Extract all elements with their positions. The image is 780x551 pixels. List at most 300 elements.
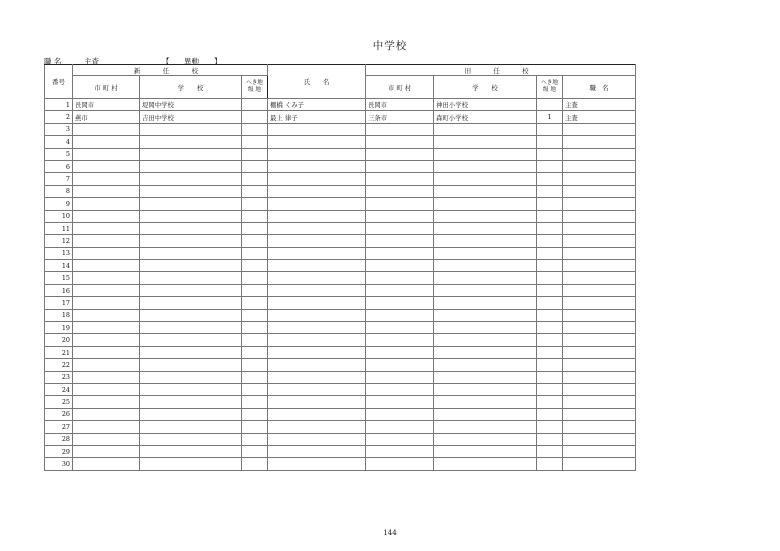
row-number: 15	[45, 272, 73, 284]
header-number: 番号	[45, 65, 73, 99]
table-row	[45, 433, 636, 445]
table-row	[45, 458, 636, 470]
old-remote-cell	[537, 210, 563, 222]
position-cell	[563, 421, 636, 433]
table-row	[45, 371, 636, 383]
old-city-cell	[366, 198, 434, 210]
row-number: 7	[45, 173, 73, 185]
old-remote-cell	[537, 346, 563, 358]
table-row	[45, 383, 636, 395]
old-remote-cell	[537, 272, 563, 284]
position-cell	[563, 160, 636, 172]
name-cell	[268, 260, 366, 272]
new-school-cell: 吉田中学校	[140, 111, 242, 123]
table-row	[45, 309, 636, 321]
table-row	[45, 272, 636, 284]
old-school-cell	[434, 160, 537, 172]
position-cell	[563, 408, 636, 420]
new-remote-cell	[242, 396, 268, 408]
name-cell	[268, 284, 366, 296]
new-school-cell	[140, 396, 242, 408]
old-city-cell	[366, 148, 434, 160]
old-school-cell	[434, 222, 537, 234]
name-cell	[268, 359, 366, 371]
new-city-cell	[73, 247, 140, 259]
row-number: 28	[45, 433, 73, 445]
old-city-cell	[366, 309, 434, 321]
table-row	[45, 408, 636, 420]
name-cell	[268, 383, 366, 395]
new-city-cell	[73, 148, 140, 160]
position-cell	[563, 123, 636, 135]
old-school-cell	[434, 247, 537, 259]
new-school-cell	[140, 272, 242, 284]
old-remote-cell	[537, 458, 563, 470]
old-city-cell	[366, 334, 434, 346]
new-city-cell: 長岡市	[73, 99, 140, 111]
name-cell	[268, 309, 366, 321]
position-cell: 主査	[563, 111, 636, 123]
old-city-cell	[366, 383, 434, 395]
table-row	[45, 247, 636, 259]
old-remote-cell	[537, 173, 563, 185]
old-city-cell	[366, 371, 434, 383]
new-school-cell	[140, 322, 242, 334]
old-city-cell	[366, 222, 434, 234]
old-school-cell	[434, 371, 537, 383]
row-number: 25	[45, 396, 73, 408]
old-school-cell	[434, 185, 537, 197]
name-cell	[268, 408, 366, 420]
new-city-cell	[73, 371, 140, 383]
new-school-cell	[140, 260, 242, 272]
new-city-cell	[73, 185, 140, 197]
old-remote-cell	[537, 123, 563, 135]
old-city-cell	[366, 322, 434, 334]
old-remote-cell	[537, 359, 563, 371]
position-cell	[563, 433, 636, 445]
new-city-cell	[73, 160, 140, 172]
row-number: 20	[45, 334, 73, 346]
old-school-cell	[434, 198, 537, 210]
old-school-cell	[434, 458, 537, 470]
new-school-cell	[140, 284, 242, 296]
old-school-cell	[434, 309, 537, 321]
old-remote-cell	[537, 247, 563, 259]
old-remote-cell	[537, 322, 563, 334]
name-cell	[268, 421, 366, 433]
name-cell	[268, 371, 366, 383]
position-cell	[563, 322, 636, 334]
old-remote-cell	[537, 148, 563, 160]
new-school-cell	[140, 408, 242, 420]
row-number: 10	[45, 210, 73, 222]
position-cell	[563, 334, 636, 346]
old-remote-cell	[537, 334, 563, 346]
row-number: 11	[45, 222, 73, 234]
name-cell	[268, 198, 366, 210]
table-row	[45, 260, 636, 272]
position-cell	[563, 371, 636, 383]
bracket-close: 】	[214, 57, 222, 66]
row-number: 27	[45, 421, 73, 433]
position-cell	[563, 235, 636, 247]
old-school-cell	[434, 322, 537, 334]
row-number: 22	[45, 359, 73, 371]
old-city-cell	[366, 359, 434, 371]
old-school-cell	[434, 136, 537, 148]
new-city-cell	[73, 198, 140, 210]
new-remote-cell	[242, 148, 268, 160]
position-cell	[563, 359, 636, 371]
new-city-cell	[73, 458, 140, 470]
name-cell	[268, 346, 366, 358]
old-city-cell	[366, 433, 434, 445]
old-school-cell	[434, 210, 537, 222]
new-city-cell	[73, 136, 140, 148]
old-school-cell	[434, 148, 537, 160]
old-city-cell	[366, 173, 434, 185]
table-row	[45, 359, 636, 371]
table-row	[45, 346, 636, 358]
position-cell	[563, 309, 636, 321]
new-remote-cell	[242, 284, 268, 296]
old-remote-cell	[537, 235, 563, 247]
header-old-school: 学 校	[434, 76, 537, 99]
new-remote-cell	[242, 445, 268, 457]
table-row	[45, 160, 636, 172]
old-city-cell	[366, 284, 434, 296]
old-remote-cell	[537, 371, 563, 383]
table-row	[45, 445, 636, 457]
new-school-cell	[140, 346, 242, 358]
name-cell	[268, 136, 366, 148]
new-city-cell	[73, 433, 140, 445]
old-remote-cell	[537, 309, 563, 321]
old-school-cell	[434, 173, 537, 185]
new-remote-cell	[242, 433, 268, 445]
old-city-cell	[366, 297, 434, 309]
new-remote-cell	[242, 210, 268, 222]
new-school-cell	[140, 160, 242, 172]
position-cell	[563, 346, 636, 358]
row-number: 18	[45, 309, 73, 321]
new-school-cell	[140, 123, 242, 135]
new-school-cell	[140, 421, 242, 433]
name-cell	[268, 235, 366, 247]
old-remote-cell	[537, 99, 563, 111]
new-remote-cell	[242, 408, 268, 420]
name-cell	[268, 322, 366, 334]
table-row	[45, 334, 636, 346]
old-remote-cell	[537, 396, 563, 408]
old-school-cell	[434, 359, 537, 371]
position-cell	[563, 247, 636, 259]
new-city-cell	[73, 396, 140, 408]
header-new-school-group: 新 任 校	[73, 65, 268, 76]
name-cell	[268, 123, 366, 135]
row-number: 30	[45, 458, 73, 470]
position-label: 職 名	[44, 57, 62, 66]
position-cell	[563, 198, 636, 210]
page-title: 中学校	[372, 40, 408, 52]
new-school-cell	[140, 222, 242, 234]
old-city-cell: 三条市	[366, 111, 434, 123]
new-city-cell	[73, 297, 140, 309]
new-school-cell	[140, 185, 242, 197]
new-remote-cell	[242, 383, 268, 395]
old-school-cell	[434, 297, 537, 309]
new-remote-cell	[242, 247, 268, 259]
name-cell	[268, 247, 366, 259]
new-remote-cell	[242, 359, 268, 371]
position-cell	[563, 297, 636, 309]
new-city-cell	[73, 346, 140, 358]
old-city-cell	[366, 408, 434, 420]
name-cell	[268, 396, 366, 408]
new-school-cell	[140, 297, 242, 309]
new-city-cell	[73, 210, 140, 222]
old-school-cell	[434, 272, 537, 284]
old-school-cell	[434, 421, 537, 433]
new-city-cell	[73, 359, 140, 371]
old-remote-cell	[537, 136, 563, 148]
new-remote-cell	[242, 160, 268, 172]
table-row	[45, 136, 636, 148]
old-city-cell	[366, 421, 434, 433]
position-cell: 主査	[563, 99, 636, 111]
old-school-cell	[434, 260, 537, 272]
name-cell	[268, 185, 366, 197]
header-new-city: 市 町 村	[73, 76, 140, 99]
new-city-cell	[73, 421, 140, 433]
old-city-cell	[366, 235, 434, 247]
name-cell	[268, 222, 366, 234]
old-city-cell: 長岡市	[366, 99, 434, 111]
new-city-cell	[73, 322, 140, 334]
row-number: 3	[45, 123, 73, 135]
old-remote-cell	[537, 222, 563, 234]
new-remote-cell	[242, 235, 268, 247]
new-school-cell: 堤岡中学校	[140, 99, 242, 111]
header-old-school-group: 旧 任 校	[366, 65, 636, 76]
new-school-cell	[140, 173, 242, 185]
new-school-cell	[140, 359, 242, 371]
row-number: 24	[45, 383, 73, 395]
new-remote-cell	[242, 123, 268, 135]
new-remote-cell	[242, 185, 268, 197]
new-school-cell	[140, 136, 242, 148]
name-cell: 最上 律子	[268, 111, 366, 123]
table-row	[45, 198, 636, 210]
row-number: 23	[45, 371, 73, 383]
row-number: 6	[45, 160, 73, 172]
new-city-cell	[73, 383, 140, 395]
new-city-cell	[73, 272, 140, 284]
old-school-cell	[434, 445, 537, 457]
row-number: 13	[45, 247, 73, 259]
new-school-cell	[140, 371, 242, 383]
table-row	[45, 111, 636, 123]
old-remote-cell	[537, 408, 563, 420]
position-cell	[563, 284, 636, 296]
old-remote-cell	[537, 284, 563, 296]
new-city-cell	[73, 408, 140, 420]
old-remote-cell	[537, 445, 563, 457]
row-number: 1	[45, 99, 73, 111]
row-number: 8	[45, 185, 73, 197]
old-remote-cell	[537, 433, 563, 445]
new-remote-cell	[242, 421, 268, 433]
bracket-open: 【	[162, 57, 170, 66]
new-remote-cell	[242, 334, 268, 346]
header-name: 氏 名	[268, 65, 366, 99]
name-cell	[268, 445, 366, 457]
new-remote-cell	[242, 222, 268, 234]
old-remote-cell: 1	[537, 111, 563, 123]
new-remote-cell	[242, 260, 268, 272]
movement-label: 異動	[184, 57, 199, 66]
new-school-cell	[140, 383, 242, 395]
new-school-cell	[140, 247, 242, 259]
position-cell	[563, 222, 636, 234]
position-cell	[563, 445, 636, 457]
row-number: 29	[45, 445, 73, 457]
transfer-table	[44, 64, 636, 471]
old-city-cell	[366, 210, 434, 222]
table-row	[45, 173, 636, 185]
new-remote-cell	[242, 458, 268, 470]
new-school-cell	[140, 458, 242, 470]
new-city-cell	[73, 445, 140, 457]
new-city-cell	[73, 235, 140, 247]
old-school-cell: 森町小学校	[434, 111, 537, 123]
old-city-cell	[366, 123, 434, 135]
old-school-cell	[434, 433, 537, 445]
new-city-cell	[73, 260, 140, 272]
name-cell	[268, 160, 366, 172]
old-remote-cell	[537, 297, 563, 309]
position-cell	[563, 272, 636, 284]
old-city-cell	[366, 396, 434, 408]
old-school-cell	[434, 284, 537, 296]
old-city-cell	[366, 346, 434, 358]
old-school-cell	[434, 235, 537, 247]
new-remote-cell	[242, 99, 268, 111]
old-remote-cell	[537, 198, 563, 210]
header-position: 職 名	[563, 76, 636, 99]
table-row	[45, 421, 636, 433]
new-school-cell	[140, 235, 242, 247]
old-remote-cell	[537, 185, 563, 197]
old-school-cell	[434, 123, 537, 135]
header-old-city: 市 町 村	[366, 76, 434, 99]
old-city-cell	[366, 160, 434, 172]
old-city-cell	[366, 445, 434, 457]
position-cell	[563, 185, 636, 197]
old-remote-cell	[537, 421, 563, 433]
new-remote-cell	[242, 198, 268, 210]
old-remote-cell	[537, 383, 563, 395]
name-cell	[268, 210, 366, 222]
row-number: 2	[45, 111, 73, 123]
new-city-cell	[73, 123, 140, 135]
new-remote-cell	[242, 297, 268, 309]
table-row	[45, 210, 636, 222]
old-remote-cell	[537, 160, 563, 172]
old-city-cell	[366, 247, 434, 259]
old-school-cell	[434, 346, 537, 358]
new-school-cell	[140, 198, 242, 210]
old-school-cell: 神田小学校	[434, 99, 537, 111]
old-city-cell	[366, 185, 434, 197]
table-row	[45, 185, 636, 197]
old-school-cell	[434, 396, 537, 408]
row-number: 12	[45, 235, 73, 247]
position-cell	[563, 458, 636, 470]
new-remote-cell	[242, 173, 268, 185]
old-city-cell	[366, 136, 434, 148]
table-row	[45, 284, 636, 296]
position-cell	[563, 136, 636, 148]
position-cell	[563, 396, 636, 408]
table-row	[45, 148, 636, 160]
new-remote-cell	[242, 272, 268, 284]
header-old-remote: へき地 级 地	[537, 76, 563, 99]
table-row	[45, 297, 636, 309]
new-remote-cell	[242, 309, 268, 321]
row-number: 21	[45, 346, 73, 358]
old-city-cell	[366, 458, 434, 470]
new-school-cell	[140, 445, 242, 457]
name-cell	[268, 297, 366, 309]
name-cell	[268, 148, 366, 160]
position-cell	[563, 148, 636, 160]
page-number: 144	[383, 529, 397, 537]
name-cell	[268, 334, 366, 346]
row-number: 26	[45, 408, 73, 420]
row-number: 9	[45, 198, 73, 210]
row-number: 14	[45, 260, 73, 272]
new-city-cell: 燕市	[73, 111, 140, 123]
header-new-remote: へき地 级 地	[242, 76, 268, 99]
new-school-cell	[140, 309, 242, 321]
new-school-cell	[140, 210, 242, 222]
new-school-cell	[140, 148, 242, 160]
row-number: 16	[45, 284, 73, 296]
new-remote-cell	[242, 346, 268, 358]
new-city-cell	[73, 334, 140, 346]
old-school-cell	[434, 408, 537, 420]
table-row	[45, 322, 636, 334]
table-row	[45, 99, 636, 111]
old-remote-cell	[537, 260, 563, 272]
name-cell	[268, 433, 366, 445]
table-row	[45, 123, 636, 135]
new-city-cell	[73, 222, 140, 234]
header-new-school: 学 校	[140, 76, 242, 99]
row-number: 17	[45, 297, 73, 309]
new-remote-cell	[242, 322, 268, 334]
name-cell: 棚橋 くみ子	[268, 99, 366, 111]
new-remote-cell	[242, 371, 268, 383]
new-city-cell	[73, 284, 140, 296]
position-value: 主査	[84, 57, 99, 66]
row-number: 19	[45, 322, 73, 334]
old-city-cell	[366, 272, 434, 284]
new-school-cell	[140, 334, 242, 346]
row-number: 5	[45, 148, 73, 160]
